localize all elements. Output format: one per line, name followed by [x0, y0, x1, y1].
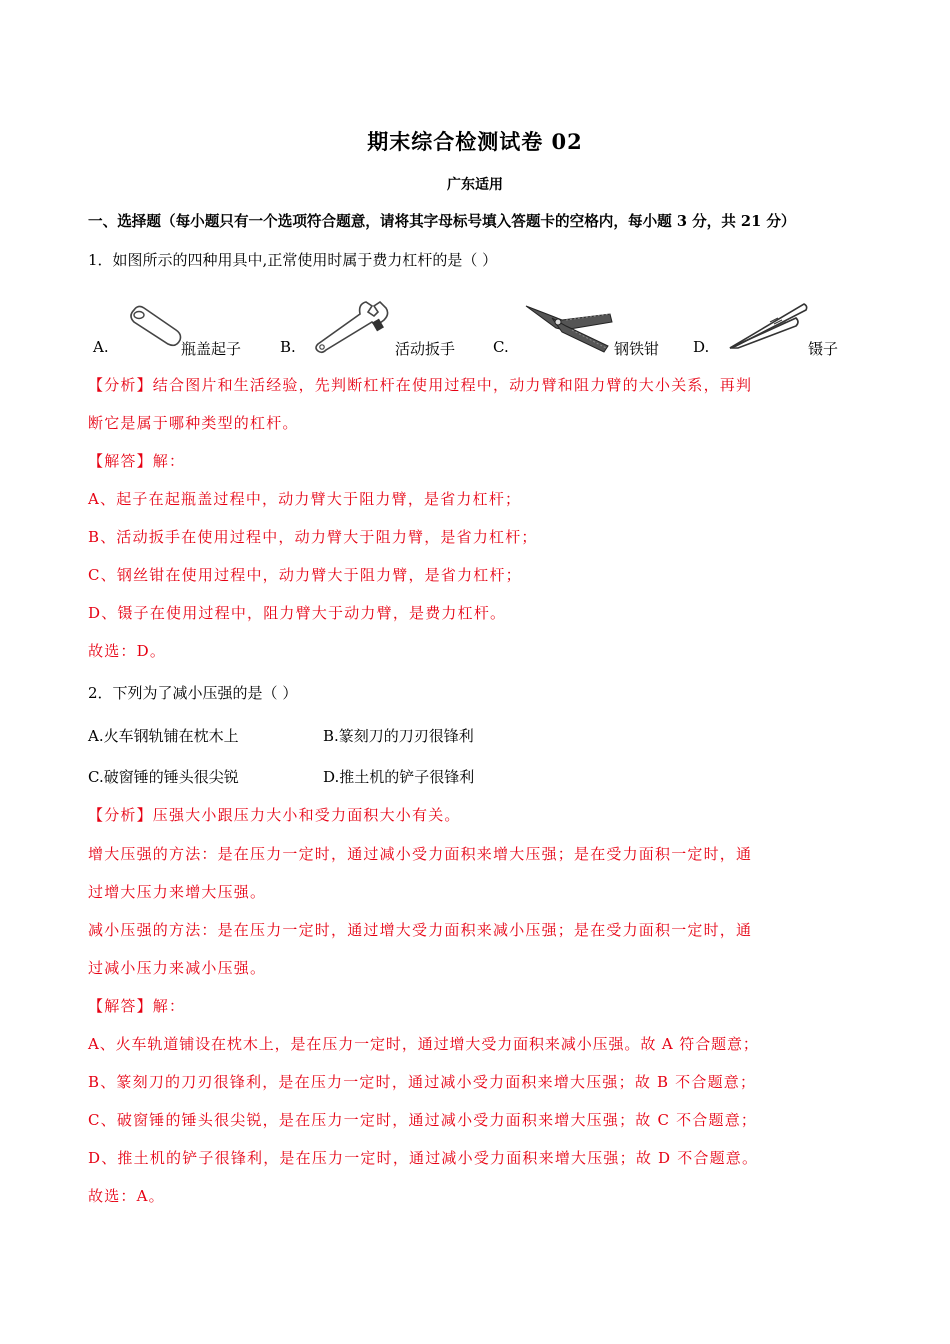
- q2-decrease-line1: 减小压强的方法：是在压力一定时，通过增大受力面积来减小压强；是在受力面积一定时，通: [88, 921, 753, 939]
- q2-stem: 2．下列为了减小压强的是（ ）: [88, 684, 298, 702]
- q2-answer-a: A、火车轨道铺设在枕木上，是在压力一定时，通过增大受力面积来减小压强。故 A 符合题意；: [88, 1035, 759, 1053]
- q2-option-c: C.破窗锤的锤头很尖锐: [88, 768, 239, 786]
- q1-answer-a: A、起子在起瓶盖过程中，动力臂大于阻力臂，是省力杠杆；: [88, 490, 522, 508]
- q1-choice: 故选：D。: [88, 642, 167, 660]
- q1-analysis-line2: 断它是属于哪种类型的杠杆。: [88, 414, 299, 432]
- q1-option-a-name: 瓶盖起子: [181, 340, 242, 358]
- q2-answer-b: B、篆刻刀的刀刃很锋利，是在压力一定时，通过减小受力面积来增大压强；故 B 不合题意；: [88, 1073, 757, 1091]
- q1-option-b-letter: B.: [280, 338, 296, 356]
- q1-answer-d: D、镊子在使用过程中，阻力臂大于动力臂，是费力杠杆。: [88, 604, 507, 622]
- section-heading: 一、选择题（每小题只有一个选项符合题意，请将其字母标号填入答题卡的空格内，每小题 3 分，共 21 分）: [88, 213, 796, 230]
- q2-choice: 故选：A。: [88, 1187, 165, 1205]
- q1-option-c-letter: C.: [493, 338, 509, 356]
- q1-option-d-name: 镊子: [808, 340, 839, 358]
- q2-increase-line2: 过增大压力来增大压强。: [88, 883, 267, 901]
- q2-answer-c: C、破窗锤的锤头很尖锐，是在压力一定时，通过减小受力面积来增大压强；故 C 不合题意；: [88, 1111, 758, 1129]
- q2-increase-line1: 增大压强的方法：是在压力一定时，通过减小受力面积来增大压强；是在受力面积一定时，通: [88, 845, 753, 863]
- q2-decrease-line2: 过减小压力来减小压强。: [88, 959, 267, 977]
- q1-answer-c: C、钢丝钳在使用过程中，动力臂大于阻力臂，是省力杠杆；: [88, 566, 522, 584]
- tweezers-icon: [726, 300, 808, 352]
- q2-answer-d: D、推土机的铲子很锋利，是在压力一定时，通过减小受力面积来增大压强；故 D 不合题意。: [88, 1149, 759, 1167]
- page-title: 期末综合检测试卷 02: [367, 129, 583, 154]
- q1-option-d-letter: D.: [693, 338, 710, 356]
- q1-stem: 1．如图所示的四种用具中,正常使用时属于费力杠杆的是（ ）: [88, 251, 498, 269]
- page-subtitle: 广东适用: [447, 177, 503, 193]
- adjustable-wrench-icon: [312, 298, 394, 354]
- q2-analysis: 【分析】压强大小跟压力大小和受力面积大小有关。: [88, 806, 461, 824]
- q1-analysis-line1: 【分析】结合图片和生活经验，先判断杠杆在使用过程中，动力臂和阻力臂的大小关系，再判: [88, 376, 753, 394]
- q1-option-c-name: 钢铁钳: [614, 340, 660, 358]
- q2-option-d: D.推土机的铲子很锋利: [323, 768, 475, 786]
- q1-answer-b: B、活动扳手在使用过程中，动力臂大于阻力臂，是省力杠杆；: [88, 528, 538, 546]
- q2-option-a: A.火车钢轨铺在枕木上: [88, 727, 239, 745]
- pliers-icon: [522, 300, 614, 354]
- bottle-opener-icon: [124, 300, 184, 350]
- q1-option-a-letter: A.: [93, 338, 109, 356]
- q2-answer-head: 【解答】解：: [88, 997, 186, 1015]
- q1-answer-head: 【解答】解：: [88, 452, 186, 470]
- q2-option-b: B.篆刻刀的刀刃很锋利: [323, 727, 474, 745]
- q1-option-b-name: 活动扳手: [395, 340, 456, 358]
